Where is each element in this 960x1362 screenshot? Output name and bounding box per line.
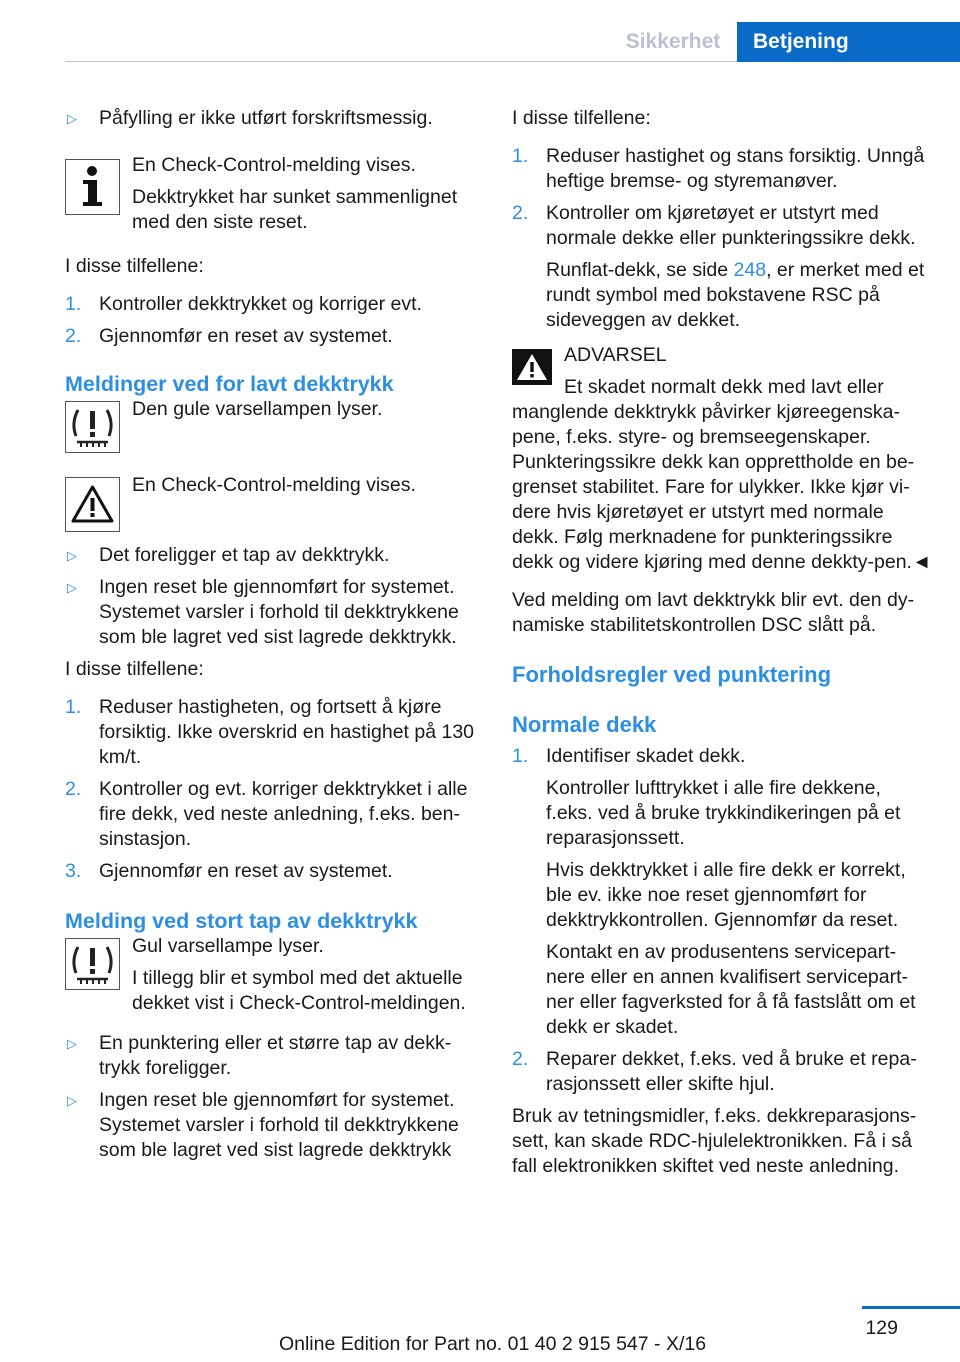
indicator-row: En Check-Control-melding vises.	[65, 473, 483, 529]
bullet-item: ▷ En punktering eller et større tap av dekk‐trykk foreligger.	[67, 1032, 452, 1079]
info-row: En Check-Control-melding vises. Dekktrykket har sunket sammenlignet med den siste reset.	[65, 153, 483, 235]
paragraph: I disse tilfellene:	[65, 658, 204, 680]
section-heading: Melding ved stort tap av dekktrykk	[65, 909, 418, 933]
subsection-heading: Normale dekk	[512, 712, 657, 737]
right-column	[512, 106, 932, 1179]
indicator-row: Den gule varsellampen lyser.	[65, 397, 483, 457]
tire-pressure-warning-icon	[65, 938, 120, 990]
triangle-bullet-icon: ▷	[67, 580, 77, 595]
list-item: 1. Kontroller dekktrykket og korriger evt.	[65, 293, 422, 315]
triangle-bullet-icon: ▷	[67, 1036, 77, 1051]
warning-triangle-icon	[65, 477, 120, 532]
section-heading: Forholdsregler ved punktering	[512, 662, 832, 687]
tab-betjening[interactable]: Betjening	[737, 22, 960, 62]
paragraph: I disse tilfellene:	[512, 107, 651, 129]
triangle-bullet-icon: ▷	[67, 1093, 77, 1108]
paragraph: I disse tilfellene:	[65, 255, 204, 277]
list-item: 2. Gjennomfør en reset av systemet.	[65, 325, 393, 347]
tab-sikkerhet[interactable]: Sikkerhet	[625, 30, 721, 53]
warning-title: ADVARSEL	[564, 344, 667, 366]
footer-rule	[862, 1306, 960, 1309]
bullet-item: ▷ Ingen reset ble gjennomført for systemet. Systemet varsler i forhold til dekktrykkene som ble lagret ved sist lagrede dekktrykk.	[67, 576, 459, 648]
bullet-item: ▷ Ingen reset ble gjennomført for systemet. Systemet varsler i forhold til dekktrykkene som ble lagret ved sist lagrede dekktrykk	[67, 1089, 459, 1161]
tire-pressure-warning-icon	[65, 401, 120, 453]
indicator-row: Gul varsellampe lyser. I tillegg blir et symbol med det aktuelle dekket vist i Check-Control-meldingen.	[65, 934, 483, 1016]
list-item: 2. Reparer dekket, f.eks. ved å bruke et repa‐rasjonssett eller skifte hjul.	[512, 1048, 917, 1095]
paragraph: Bruk av tetningsmidler, f.eks. dekkreparasjons‐sett, kan skade RDC-hjulelektronikken. Få i så fall elektronikken skiftet ved neste anledning.	[512, 1105, 917, 1177]
list-item: 1. Identifiser skadet dekk. Kontroller lufttrykket i alle fire dekkene, f.eks. ved å bruke trykkindikeringen på et reparasjonssett. Hvis dekktrykket i alle fire dekk er korrekt, ble ev. ikke noe reset gjennomført for dekktrykkontrollen. Gjennomfør da reset. Kontakt en av produsentens servicepart‐nere eller en annen kvalifisert servicepart‐ner eller fagverksted for å få fastslått om et dekk er skadet.	[512, 745, 916, 1038]
cross-reference: Runflat-dekk, se side 248, er merket med et rundt symbol med bokstavene RSC på sideveggen av dekket.	[546, 259, 925, 331]
list-item: 1. Reduser hastighet og stans forsiktig. Unngå heftige bremse- og styremanøver.	[512, 145, 925, 192]
section-heading: Meldinger ved for lavt dekktrykk	[65, 372, 394, 396]
footer-edition: Online Edition for Part no. 01 40 2 915 547 - X/16	[278, 1333, 707, 1355]
list-item: 1. Reduser hastigheten, og fortsett å kjøre forsiktig. Ikke overskrid en hastighet på 130 km/t.	[65, 696, 475, 768]
triangle-bullet-icon: ▷	[67, 548, 77, 563]
triangle-bullet-icon: ▷	[67, 111, 77, 126]
warning-box: ADVARSEL Et skadet normalt dekk med lavt eller manglende dekktrykk påvirker kjøreegenska‐pene, f.eks. styre- og bremseegenskaper. Punkteringssikre dekk kan opprettholde en be‐grenset stabilitet. Fare for ulykker. Ikke kjør vi‐dere hvis kjøretøyet er utstyrt med normale dekk. Følg merknadene for punkteringssikre dekk og videre kjøring med denne dekkty‐pen.◄	[512, 344, 932, 573]
list-item: 2. Kontroller om kjøretøyet er utstyrt med normale dekke eller punkteringssikre dekk. Runflat-dekk, se side 248, er merket med et rundt symbol med bokstavene RSC på sideveggen av dekket.	[512, 201, 932, 333]
list-item: 3. Gjennomfør en reset av systemet.	[65, 860, 393, 882]
list-item: 2. Kontroller og evt. korriger dekktrykket i alle fire dekk, ved neste anledning, f.eks. ben‐sinstasjon.	[65, 778, 468, 850]
bullet-item: ▷ Det foreligger et tap av dekktrykk.	[67, 544, 390, 566]
left-column	[65, 106, 483, 1163]
paragraph: Ved melding om lavt dekktrykk blir evt. den dy‐namiske stabilitetskontrollen DSC slått på.	[512, 589, 915, 636]
warning-triangle-icon	[512, 349, 552, 385]
page-number: 129	[865, 1317, 898, 1339]
page-link[interactable]: 248	[733, 259, 767, 281]
bullet-item: ▷ Påfylling er ikke utført forskriftsmessig.	[67, 107, 433, 129]
info-icon	[65, 159, 120, 215]
